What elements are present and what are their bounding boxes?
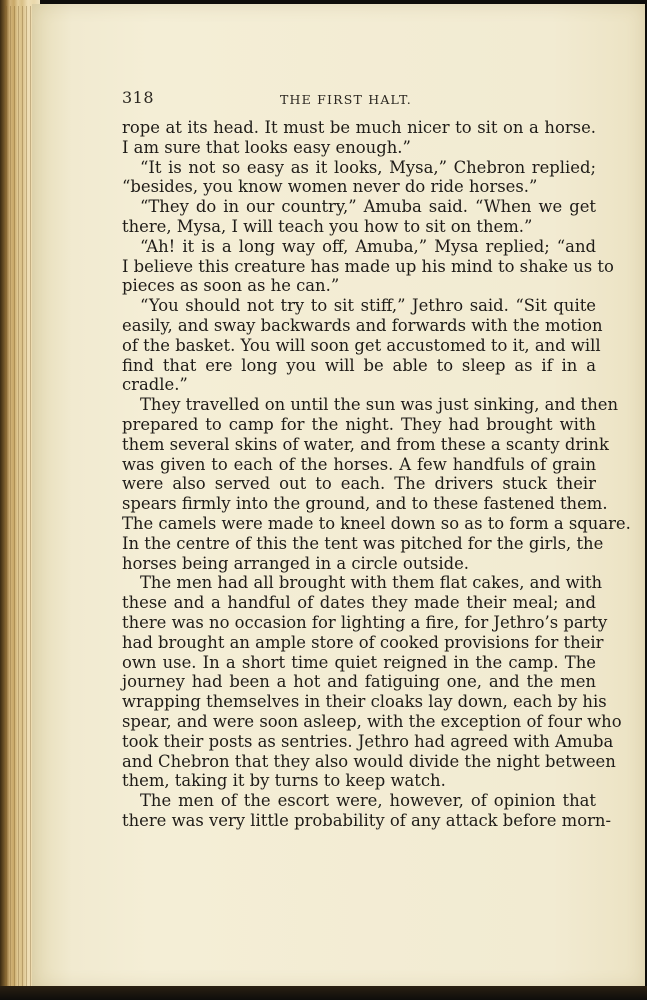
body-text bbox=[122, 118, 631, 831]
text-line: “Ah! it is a long way off, Amuba,” Mysa replied; “and bbox=[140, 236, 596, 256]
text-line: and Chebron that they also would divide the night between bbox=[122, 751, 616, 771]
text-line: spears firmly into the ground, and to these fastened them. bbox=[122, 494, 608, 514]
text-line: The men had all brought with them flat cakes, and with bbox=[140, 573, 603, 593]
text-line: The camels were made to kneel down so as to form a square. bbox=[122, 513, 631, 533]
text-line: had brought an ample store of cooked provisions for their bbox=[122, 632, 604, 652]
text-line: horses being arranged in a circle outside. bbox=[122, 553, 469, 573]
text-line: The men of the escort were, however, of opinion that bbox=[140, 791, 596, 811]
text-line: were also served out to each. The drivers stuck their bbox=[122, 474, 596, 494]
text-line: cradle.” bbox=[122, 375, 188, 395]
text-line: there was no occasion for lighting a fire, for Jethro’s party bbox=[122, 612, 608, 632]
text-line: took their posts as sentries. Jethro had agreed with Amuba bbox=[122, 731, 614, 751]
text-line: I believe this creature has made up his mind to shake us to bbox=[122, 256, 614, 276]
text-line: find that ere long you will be able to sleep as if in a bbox=[122, 355, 596, 375]
page-header bbox=[122, 86, 596, 112]
text-line: I am sure that looks easy enough.” bbox=[122, 137, 411, 157]
text-line: them, taking it by turns to keep watch. bbox=[122, 771, 446, 791]
page-number: 318 bbox=[122, 88, 155, 107]
text-line: pieces as soon as he can.” bbox=[122, 276, 340, 296]
text-line: rope at its head. It must be much nicer to sit on a horse. bbox=[122, 118, 596, 137]
text-line: In the centre of this the tent was pitched for the girls, the bbox=[122, 533, 604, 553]
page-edges bbox=[6, 6, 32, 988]
text-line: them several skins of water, and from these a scanty drink bbox=[122, 434, 609, 454]
text-line: spear, and were soon asleep, with the exception of four who bbox=[122, 711, 622, 731]
text-line: journey had been a hot and fatiguing one, and the men bbox=[122, 672, 596, 692]
text-line: “besides, you know women never do ride horses.” bbox=[122, 177, 538, 197]
running-head: THE FIRST HALT. bbox=[280, 92, 412, 107]
text-line: “They do in our country,” Amuba said. “When we get bbox=[140, 197, 596, 217]
text-line: own use. In a short time quiet reigned in the camp. The bbox=[122, 652, 596, 672]
text-line: “It is not so easy as it looks, Mysa,” Chebron replied; bbox=[140, 157, 596, 177]
text-line: was given to each of the horses. A few handfuls of grain bbox=[122, 454, 596, 474]
bottom-shadow bbox=[0, 986, 647, 1000]
text-line: easily, and sway backwards and forwards with the motion bbox=[122, 315, 603, 335]
text-line: there was very little probability of any attack before morn- bbox=[122, 810, 612, 830]
text-line: They travelled on until the sun was just sinking, and then bbox=[140, 395, 619, 415]
text-line: these and a handful of dates they made their meal; and bbox=[122, 593, 596, 613]
text-line: wrapping themselves in their cloaks lay down, each by his bbox=[122, 692, 607, 712]
text-line: there, Mysa, I will teach you how to sit on them.” bbox=[122, 216, 533, 236]
text-line: “You should not try to sit stiff,” Jethro said. “Sit quite bbox=[140, 296, 596, 316]
text-line: of the basket. You will soon get accustomed to it, and will bbox=[122, 335, 601, 355]
text-line: prepared to camp for the night. They had brought with bbox=[122, 414, 596, 434]
